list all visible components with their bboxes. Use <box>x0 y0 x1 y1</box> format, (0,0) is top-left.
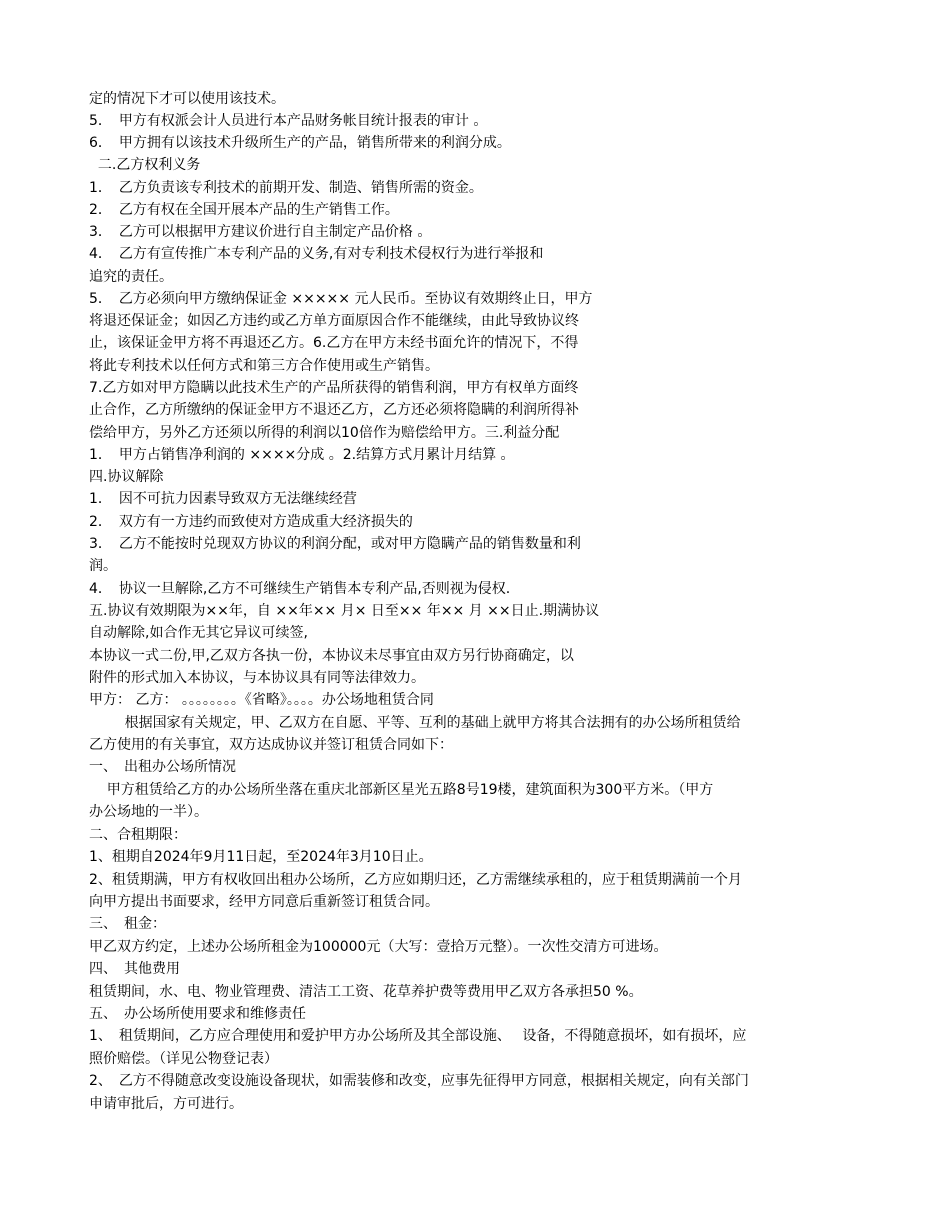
text-line: 4． 协议一旦解除,乙方不可继续生产销售本专利产品,否则视为侵权. <box>89 581 511 597</box>
section-heading: 四.协议解除 <box>89 469 164 485</box>
text-line: 将此专利技术以任何方式和第三方合作使用或生产销售。 <box>89 358 439 374</box>
text-line: 3． 乙方不能按时兑现双方协议的利润分配，或对甲方隐瞒产品的销售数量和利 <box>89 536 581 552</box>
text-line: 本协议一式二份,甲,乙双方各执一份，本协议未尽事宜由双方另行协商确定，以 <box>89 648 574 664</box>
text-line: 4． 乙方有宣传推广本专利产品的义务,有对专利技术侵权行为进行举报和 <box>89 246 544 262</box>
section-heading: 三、 租金： <box>89 916 166 932</box>
section-heading: 一、 出租办公场所情况 <box>89 759 236 775</box>
text-line: 1、租期自2024年9月11日起，至2024年3月10日止。 <box>89 849 433 865</box>
text-line: 将退还保证金；如因乙方违约或乙方单方面原因合作不能继续，由此导致协议终 <box>89 313 579 329</box>
text-line: 甲乙双方约定，上述办公场所租金为100000元（大写：壹拾万元整）。一次性交清方可进场。 <box>89 939 668 955</box>
text-line: 乙方使用的有关事宜，双方达成协议并签订租赁合同如下： <box>89 737 453 753</box>
text-line: 5． 乙方必须向甲方缴纳保证金 ××××× 元人民币。至协议有效期终止日，甲方 <box>89 291 593 307</box>
text-line: 7.乙方如对甲方隐瞒以此技术生产的产品所获得的销售利润，甲方有权单方面终 <box>89 380 579 396</box>
text-line: 止合作，乙方所缴纳的保证金甲方不退还乙方，乙方还必须将隐瞒的利润所得补 <box>89 402 579 418</box>
text-line: 追究的责任。 <box>89 269 173 285</box>
section-heading: 二、合租期限： <box>89 827 187 843</box>
text-line: 甲方租赁给乙方的办公场所坐落在重庆北部新区星光五路8号19楼，建筑面积为300平方米。（甲方 <box>89 782 714 798</box>
text-line: 照价赔偿。（详见公物登记表） <box>89 1051 278 1067</box>
text-line: 租赁期间，水、电、物业管理费、清洁工工资、花草养护费等费用甲乙双方各承担50 %。 <box>89 984 643 1000</box>
contract-title-line: 甲方： 乙方： 。。。。。。。。《省略》。。。。办公场地租赁合同 <box>89 692 434 708</box>
text-line: 1、 租赁期间，乙方应合理使用和爱护甲方办公场所及其全部设施、 设备，不得随意损坏，如有损坏，应 <box>89 1028 747 1044</box>
text-line: 2、租赁期满，甲方有权收回出租办公场所，乙方应如期归还，乙方需继续承租的，应于租赁期满前一个月 <box>89 872 742 888</box>
text-line: 2． 乙方有权在全国开展本产品的生产销售工作。 <box>89 202 399 218</box>
text-line: 定的情况下才可以使用该技术。 <box>89 91 285 107</box>
text-line: 1． 甲方占销售净利润的 ××××分成 。2.结算方式月累计月结算 。 <box>89 447 515 463</box>
text-line: 5． 甲方有权派会计人员进行本产品财务帐目统计报表的审计 。 <box>89 113 488 129</box>
text-line: 自动解除,如合作无其它异议可续签, <box>89 625 308 641</box>
text-line: 根据国家有关规定，甲、乙双方在自愿、平等、互利的基础上就甲方将其合法拥有的办公场所租赁给 <box>89 715 741 731</box>
text-line: 6． 甲方拥有以该技术升级所生产的产品，销售所带来的利润分成。 <box>89 135 511 151</box>
text-line: 办公场地的一半）。 <box>89 804 208 820</box>
text-line: 偿给甲方，另外乙方还须以所得的利润以10倍作为赔偿给甲方。三.利益分配 <box>89 425 560 441</box>
section-heading: 五、 办公场所使用要求和维修责任 <box>89 1006 306 1022</box>
text-line: 润。 <box>89 558 117 574</box>
text-line: 附件的形式加入本协议，与本协议具有同等法律效力。 <box>89 670 425 686</box>
text-line: 1． 乙方负责该专利技术的前期开发、制造、销售所需的资金。 <box>89 180 483 196</box>
text-line: 3． 乙方可以根据甲方建议价进行自主制定产品价格 。 <box>89 224 432 240</box>
text-line: 2． 双方有一方违约而致使对方造成重大经济损失的 <box>89 514 413 530</box>
text-line: 2、 乙方不得随意改变设施设备现状，如需装修和改变，应事先征得甲方同意，根据相关规定，向有关部门 <box>89 1073 749 1089</box>
text-line: 向甲方提出书面要求，经甲方同意后重新签订租赁合同。 <box>89 894 439 910</box>
text-line: 五.协议有效期限为××年，自 ××年×× 月× 日至×× 年×× 月 ××日止.期满协议 <box>89 603 600 619</box>
text-line: 1． 因不可抗力因素导致双方无法继续经营 <box>89 491 357 507</box>
text-line: 止，该保证金甲方将不再退还乙方。6.乙方在甲方未经书面允许的情况下，不得 <box>89 335 579 351</box>
section-heading: 四、 其他费用 <box>89 961 180 977</box>
text-line: 申请审批后，方可进行。 <box>89 1096 243 1112</box>
section-heading: 二.乙方权利义务 <box>89 157 201 173</box>
